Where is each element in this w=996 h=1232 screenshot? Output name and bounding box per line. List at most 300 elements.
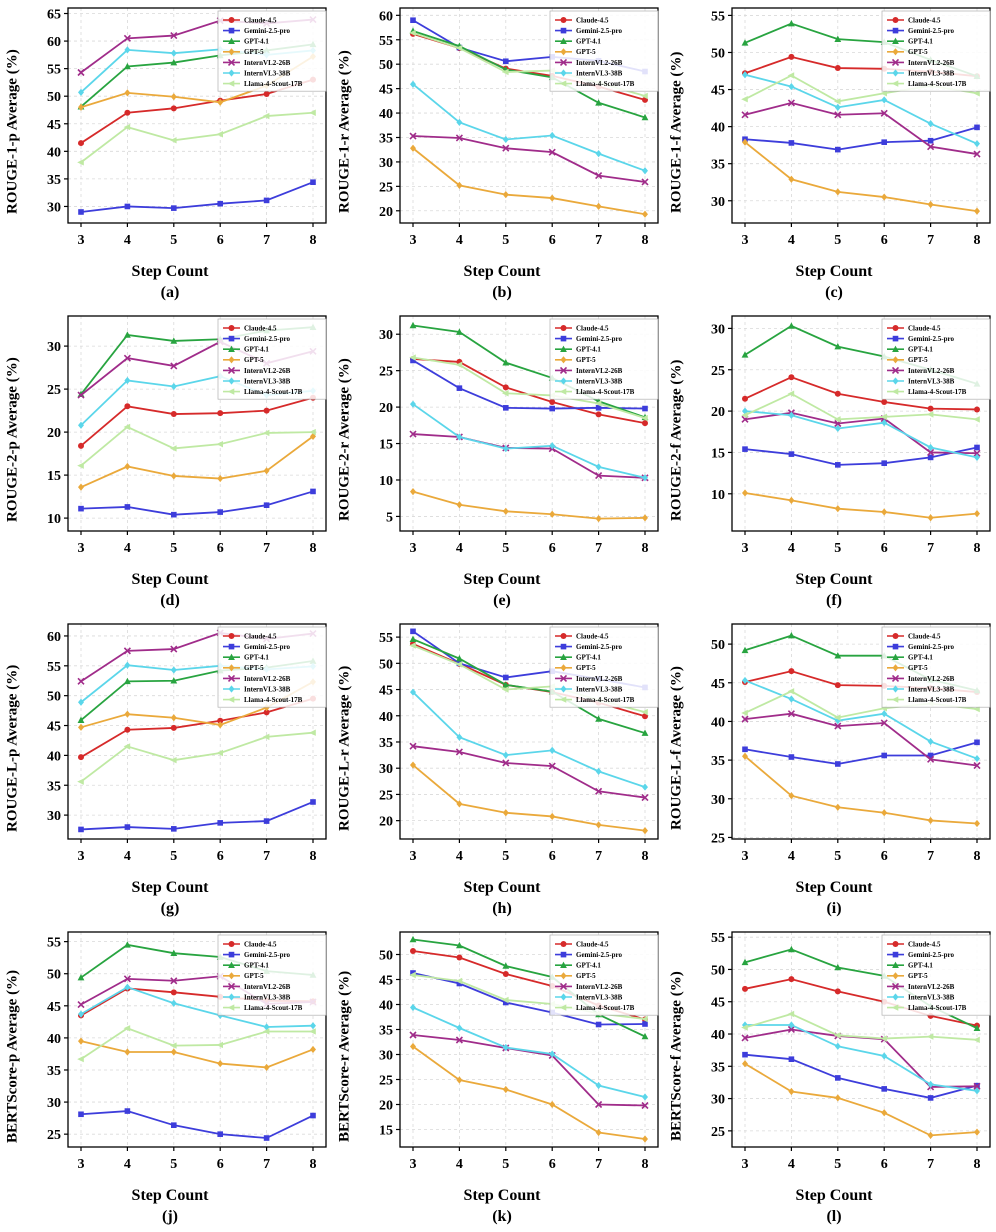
x-axis-label: Step Count [131, 263, 209, 280]
y-tick-label: 40 [379, 998, 393, 1014]
y-axis-label: BERTScore-p Average (%) [4, 969, 21, 1143]
legend-label: Llama-4-Scout-17B [576, 80, 635, 88]
y-tick-label: 30 [47, 809, 61, 825]
legend-label: GPT-5 [244, 972, 264, 981]
x-tick-label: 6 [880, 541, 888, 556]
x-tick-label: 8 [641, 541, 649, 556]
y-axis-label: ROUGE-1-r Average (%) [336, 50, 353, 214]
legend-label: InternVL2-26B [244, 982, 291, 991]
y-tick-label: 25 [379, 1073, 393, 1089]
series-GPT-5 [410, 488, 648, 522]
y-tick-label: 55 [47, 935, 61, 951]
y-tick-label: 35 [379, 735, 393, 751]
legend-label: InternVL2-26B [908, 366, 955, 375]
y-tick-label: 20 [379, 814, 393, 830]
legend-label: Llama-4-Scout-17B [908, 388, 967, 396]
series-GPT-5 [78, 433, 316, 491]
x-axis-label: Step Count [131, 1187, 209, 1204]
y-tick-label: 15 [379, 437, 393, 453]
legend-label: InternVL3-38B [244, 993, 291, 1002]
y-tick-label: 35 [711, 1060, 725, 1076]
x-tick-label: 5 [170, 849, 178, 864]
x-tick-label: 3 [741, 541, 749, 556]
legend-label: InternVL3-38B [576, 993, 623, 1002]
legend-label: Claude-4.5 [576, 940, 609, 949]
legend-label: Claude-4.5 [576, 632, 609, 641]
legend-label: GPT-4.1 [576, 37, 601, 46]
x-tick-label: 6 [216, 233, 224, 248]
legend-label: GPT-5 [576, 356, 596, 365]
y-tick-label: 50 [379, 948, 393, 964]
series-GPT-5 [410, 1043, 648, 1143]
y-tick-label: 45 [711, 83, 725, 99]
x-tick-label: 4 [455, 1157, 463, 1172]
legend-label: Gemini-2.5-pro [244, 643, 290, 651]
y-tick-label: 55 [711, 9, 725, 25]
y-axis-label: ROUGE-L-f Average (%) [668, 666, 685, 830]
y-tick-label: 30 [379, 1048, 393, 1064]
subplot-caption: (b) [492, 284, 512, 301]
subplot-caption: (c) [825, 284, 843, 301]
y-tick-label: 40 [47, 749, 61, 765]
legend-label: Claude-4.5 [908, 940, 941, 949]
y-tick-label: 55 [379, 631, 393, 647]
legend-label: Llama-4-Scout-17B [244, 1004, 303, 1012]
y-tick-label: 30 [379, 328, 393, 344]
x-axis-label: Step Count [795, 1187, 873, 1204]
y-axis-label: ROUGE-2-p Average (%) [4, 357, 21, 523]
legend-label: InternVL3-38B [576, 377, 623, 386]
legend-label: Gemini-2.5-pro [244, 951, 290, 959]
y-tick-label: 30 [379, 762, 393, 778]
legend-label: GPT-4.1 [244, 653, 269, 662]
legend [550, 11, 658, 91]
x-tick-label: 3 [77, 233, 85, 248]
y-tick-label: 65 [47, 7, 61, 23]
y-tick-label: 60 [379, 9, 393, 25]
y-axis-label: ROUGE-L-r Average (%) [336, 665, 353, 831]
series-Gemini-2.5-pro [742, 740, 980, 767]
y-tick-label: 40 [47, 145, 61, 161]
x-tick-label: 4 [455, 541, 463, 556]
y-tick-label: 55 [711, 931, 725, 947]
y-tick-label: 20 [47, 426, 61, 442]
legend-label: InternVL2-26B [908, 58, 955, 67]
chart-canvas-d [26, 311, 330, 569]
y-tick-label: 10 [711, 487, 725, 503]
subplot-c [664, 0, 996, 308]
x-tick-label: 6 [216, 1157, 224, 1172]
y-tick-label: 15 [379, 1123, 393, 1139]
legend-label: GPT-4.1 [576, 653, 601, 662]
y-tick-label: 30 [711, 1092, 725, 1108]
y-tick-label: 25 [711, 831, 725, 847]
legend-label: GPT-5 [576, 972, 596, 981]
legend [550, 627, 658, 707]
y-tick-label: 30 [47, 340, 61, 356]
y-tick-label: 35 [379, 131, 393, 147]
x-tick-label: 8 [309, 233, 317, 248]
x-tick-label: 7 [263, 1157, 271, 1172]
x-tick-label: 4 [787, 849, 795, 864]
x-tick-label: 3 [77, 1157, 85, 1172]
legend-label: InternVL2-26B [576, 366, 623, 375]
y-tick-label: 25 [47, 383, 61, 399]
series-Llama-4-Scout-17B [77, 424, 316, 469]
y-tick-label: 40 [711, 715, 725, 731]
x-tick-label: 4 [455, 849, 463, 864]
x-tick-label: 3 [77, 849, 85, 864]
legend-label: Llama-4-Scout-17B [244, 80, 303, 88]
series-GPT-5 [78, 1038, 316, 1072]
x-tick-label: 7 [263, 233, 271, 248]
series-InternVL3-38B [410, 81, 648, 175]
subplot-caption: (d) [160, 592, 180, 609]
y-tick-label: 35 [47, 172, 61, 188]
x-tick-label: 6 [880, 1157, 888, 1172]
y-tick-label: 60 [47, 629, 61, 645]
x-tick-label: 5 [502, 1157, 510, 1172]
x-axis-label: Step Count [795, 879, 873, 896]
legend-label: Llama-4-Scout-17B [576, 388, 635, 396]
legend-label: Gemini-2.5-pro [908, 643, 954, 651]
legend-label: GPT-5 [244, 356, 264, 365]
chart-canvas-b [358, 3, 662, 261]
x-tick-label: 3 [409, 849, 417, 864]
legend-label: InternVL2-26B [244, 366, 291, 375]
y-tick-label: 50 [47, 689, 61, 705]
y-tick-label: 45 [379, 82, 393, 98]
x-tick-label: 7 [927, 849, 935, 864]
subplot-caption: (k) [492, 1208, 512, 1225]
legend-label: InternVL2-26B [244, 58, 291, 67]
legend [218, 11, 326, 91]
subplot-caption: (l) [826, 1208, 842, 1225]
x-tick-label: 4 [787, 233, 795, 248]
y-tick-label: 30 [711, 322, 725, 338]
chart-canvas-g [26, 619, 330, 877]
x-axis-label: Step Count [463, 263, 541, 280]
y-tick-label: 40 [47, 1031, 61, 1047]
chart-canvas-c [690, 3, 994, 261]
x-tick-label: 8 [641, 233, 649, 248]
series-InternVL2-26B [742, 100, 980, 157]
y-tick-label: 45 [47, 719, 61, 735]
legend-label: GPT-4.1 [908, 37, 933, 46]
series-Gemini-2.5-pro [78, 1108, 316, 1141]
x-tick-label: 8 [309, 849, 317, 864]
x-tick-label: 5 [502, 233, 510, 248]
y-tick-label: 25 [711, 363, 725, 379]
legend-label: InternVL3-38B [576, 69, 623, 78]
legend-label: InternVL3-38B [908, 69, 955, 78]
legend-label: InternVL3-38B [908, 685, 955, 694]
y-tick-label: 20 [379, 204, 393, 220]
series-GPT-5 [742, 753, 980, 827]
series-InternVL2-26B [410, 431, 648, 481]
y-tick-label: 40 [711, 1028, 725, 1044]
x-tick-label: 8 [309, 1157, 317, 1172]
legend-label: InternVL2-26B [576, 982, 623, 991]
legend-label: Gemini-2.5-pro [244, 27, 290, 35]
x-tick-label: 7 [927, 233, 935, 248]
legend [882, 319, 990, 399]
y-tick-label: 55 [379, 33, 393, 49]
y-tick-label: 55 [47, 659, 61, 675]
legend-label: GPT-5 [244, 48, 264, 57]
x-axis-label: Step Count [795, 263, 873, 280]
x-tick-label: 5 [170, 233, 178, 248]
x-tick-label: 4 [123, 541, 131, 556]
x-tick-label: 7 [595, 849, 603, 864]
x-tick-label: 6 [880, 849, 888, 864]
y-tick-label: 50 [711, 638, 725, 654]
subplot-caption: (j) [162, 1208, 178, 1225]
legend-label: GPT-4.1 [244, 961, 269, 970]
y-tick-label: 50 [379, 58, 393, 74]
y-tick-label: 25 [711, 1124, 725, 1140]
x-tick-label: 6 [548, 541, 556, 556]
legend-label: Claude-4.5 [244, 940, 277, 949]
x-tick-label: 7 [595, 1157, 603, 1172]
legend-label: Claude-4.5 [908, 16, 941, 25]
legend-label: InternVL2-26B [908, 674, 955, 683]
legend [218, 319, 326, 399]
legend-label: Llama-4-Scout-17B [908, 1004, 967, 1012]
x-tick-label: 6 [880, 233, 888, 248]
legend-label: Gemini-2.5-pro [908, 951, 954, 959]
x-tick-label: 3 [741, 1157, 749, 1172]
legend-label: Claude-4.5 [576, 324, 609, 333]
legend-label: GPT-5 [908, 664, 928, 673]
x-tick-label: 8 [641, 1157, 649, 1172]
series-GPT-5 [410, 761, 648, 834]
y-tick-label: 50 [711, 46, 725, 62]
legend-label: Llama-4-Scout-17B [244, 696, 303, 704]
series-Gemini-2.5-pro [78, 489, 316, 518]
x-axis-label: Step Count [131, 571, 209, 588]
subplot-h [332, 616, 664, 924]
legend-label: Claude-4.5 [908, 324, 941, 333]
y-tick-label: 50 [47, 90, 61, 106]
x-tick-label: 6 [548, 849, 556, 864]
x-tick-label: 8 [973, 233, 981, 248]
y-tick-label: 45 [711, 676, 725, 692]
x-tick-label: 5 [834, 849, 842, 864]
subplot-i [664, 616, 996, 924]
chart-canvas-a [26, 3, 330, 261]
y-tick-label: 30 [379, 155, 393, 171]
series-Gemini-2.5-pro [742, 1052, 980, 1101]
x-tick-label: 5 [502, 849, 510, 864]
y-tick-label: 45 [711, 995, 725, 1011]
legend-label: Claude-4.5 [244, 324, 277, 333]
subplot-g [0, 616, 332, 924]
y-tick-label: 10 [379, 473, 393, 489]
y-tick-label: 45 [47, 117, 61, 133]
series-Gemini-2.5-pro [742, 445, 980, 468]
legend-label: Gemini-2.5-pro [908, 27, 954, 35]
legend-label: InternVL3-38B [908, 993, 955, 1002]
x-axis-label: Step Count [131, 879, 209, 896]
x-tick-label: 7 [927, 541, 935, 556]
legend-label: GPT-4.1 [244, 37, 269, 46]
subplot-j [0, 924, 332, 1232]
legend-label: GPT-5 [576, 48, 596, 57]
legend [218, 627, 326, 707]
legend-label: GPT-4.1 [908, 961, 933, 970]
legend-label: Gemini-2.5-pro [576, 27, 622, 35]
x-tick-label: 3 [409, 1157, 417, 1172]
series-Claude-4.5 [78, 395, 316, 449]
y-axis-label: ROUGE-2-f Average (%) [668, 359, 685, 521]
x-axis-label: Step Count [795, 571, 873, 588]
y-tick-label: 35 [711, 157, 725, 173]
chart-canvas-h [358, 619, 662, 877]
series-Gemini-2.5-pro [78, 179, 316, 214]
x-tick-label: 5 [834, 233, 842, 248]
subplot-l [664, 924, 996, 1232]
x-tick-label: 6 [216, 849, 224, 864]
y-axis-label: ROUGE-L-p Average (%) [4, 664, 21, 832]
y-tick-label: 35 [379, 1023, 393, 1039]
x-tick-label: 8 [973, 1157, 981, 1172]
y-axis-label: ROUGE-1-p Average (%) [4, 49, 21, 215]
legend [218, 935, 326, 1015]
chart-canvas-k [358, 927, 662, 1185]
legend-label: Gemini-2.5-pro [576, 951, 622, 959]
legend-label: GPT-4.1 [908, 653, 933, 662]
legend-label: GPT-5 [908, 48, 928, 57]
x-tick-label: 4 [123, 849, 131, 864]
y-tick-label: 10 [47, 512, 61, 528]
y-tick-label: 30 [711, 792, 725, 808]
y-tick-label: 45 [379, 683, 393, 699]
series-Llama-4-Scout-17B [77, 1025, 316, 1062]
legend-label: GPT-5 [244, 664, 264, 673]
legend-label: InternVL3-38B [244, 69, 291, 78]
legend-label: Claude-4.5 [576, 16, 609, 25]
y-tick-label: 20 [711, 405, 725, 421]
legend [882, 627, 990, 707]
chart-canvas-e [358, 311, 662, 569]
legend-label: Claude-4.5 [908, 632, 941, 641]
x-tick-label: 4 [787, 541, 795, 556]
legend-label: InternVL3-38B [576, 685, 623, 694]
x-tick-label: 3 [409, 541, 417, 556]
subplot-caption: (h) [492, 900, 512, 917]
subplot-caption: (a) [160, 284, 180, 301]
legend-label: GPT-4.1 [576, 961, 601, 970]
subplot-k [332, 924, 664, 1232]
x-tick-label: 7 [927, 1157, 935, 1172]
legend-label: GPT-4.1 [244, 345, 269, 354]
x-tick-label: 4 [123, 1157, 131, 1172]
legend [882, 11, 990, 91]
y-tick-label: 30 [47, 1096, 61, 1112]
x-tick-label: 8 [309, 541, 317, 556]
x-tick-label: 7 [263, 849, 271, 864]
y-axis-label: BERTScore-f Average (%) [668, 971, 685, 1141]
chart-canvas-l [690, 927, 994, 1185]
x-tick-label: 5 [170, 1157, 178, 1172]
x-axis-label: Step Count [463, 571, 541, 588]
y-tick-label: 25 [379, 788, 393, 804]
legend-label: Llama-4-Scout-17B [576, 696, 635, 704]
x-tick-label: 7 [595, 233, 603, 248]
x-axis-label: Step Count [463, 1187, 541, 1204]
x-tick-label: 7 [263, 541, 271, 556]
series-Gemini-2.5-pro [78, 799, 316, 832]
x-tick-label: 8 [973, 541, 981, 556]
legend [550, 935, 658, 1015]
legend-label: Llama-4-Scout-17B [244, 388, 303, 396]
legend-label: Llama-4-Scout-17B [576, 1004, 635, 1012]
legend-label: Claude-4.5 [244, 16, 277, 25]
y-tick-label: 35 [47, 1063, 61, 1079]
x-tick-label: 3 [77, 541, 85, 556]
series-GPT-5 [410, 145, 648, 218]
subplot-e [332, 308, 664, 616]
y-tick-label: 20 [379, 1098, 393, 1114]
y-tick-label: 30 [711, 194, 725, 210]
legend-label: InternVL3-38B [244, 377, 291, 386]
x-tick-label: 5 [170, 541, 178, 556]
chart-canvas-j [26, 927, 330, 1185]
legend-label: GPT-5 [908, 972, 928, 981]
y-tick-label: 20 [379, 401, 393, 417]
y-tick-label: 15 [47, 469, 61, 485]
x-tick-label: 5 [502, 541, 510, 556]
x-tick-label: 4 [787, 1157, 795, 1172]
y-tick-label: 5 [386, 510, 393, 526]
subplot-f [664, 308, 996, 616]
x-tick-label: 5 [834, 541, 842, 556]
legend [550, 319, 658, 399]
y-tick-label: 50 [379, 657, 393, 673]
subplot-caption: (i) [826, 900, 842, 917]
legend-label: GPT-4.1 [576, 345, 601, 354]
chart-canvas-f [690, 311, 994, 569]
x-tick-label: 7 [595, 541, 603, 556]
x-tick-label: 5 [834, 1157, 842, 1172]
legend-label: Gemini-2.5-pro [576, 643, 622, 651]
y-tick-label: 55 [47, 62, 61, 78]
y-tick-label: 40 [379, 709, 393, 725]
y-tick-label: 40 [379, 107, 393, 123]
y-tick-label: 15 [711, 446, 725, 462]
x-axis-label: Step Count [463, 879, 541, 896]
series-GPT-5 [742, 1060, 980, 1139]
legend-label: InternVL2-26B [576, 58, 623, 67]
y-tick-label: 50 [711, 963, 725, 979]
x-tick-label: 8 [641, 849, 649, 864]
legend-label: GPT-4.1 [908, 345, 933, 354]
y-axis-label: BERTScore-r Average (%) [336, 970, 353, 1142]
y-tick-label: 35 [47, 779, 61, 795]
y-tick-label: 60 [47, 35, 61, 51]
y-tick-label: 45 [47, 999, 61, 1015]
legend-label: Gemini-2.5-pro [576, 335, 622, 343]
x-tick-label: 4 [123, 233, 131, 248]
x-tick-label: 6 [548, 233, 556, 248]
y-tick-label: 35 [711, 754, 725, 770]
x-tick-label: 3 [741, 233, 749, 248]
y-tick-label: 50 [47, 967, 61, 983]
y-axis-label: ROUGE-2-r Average (%) [336, 358, 353, 522]
legend-label: Llama-4-Scout-17B [908, 696, 967, 704]
y-tick-label: 40 [711, 120, 725, 136]
